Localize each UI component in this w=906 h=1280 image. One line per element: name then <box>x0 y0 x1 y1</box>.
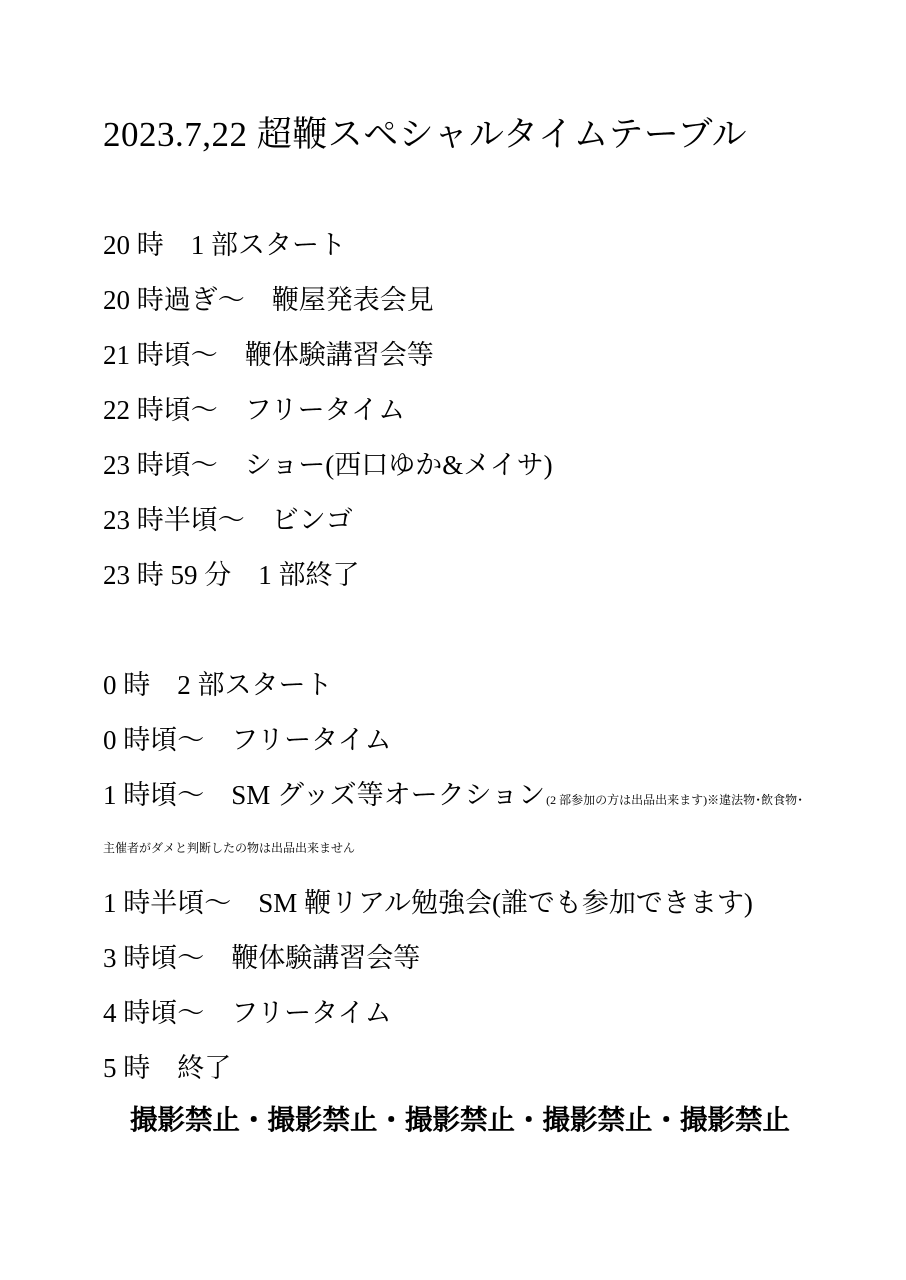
schedule-time: 0 時頃～ <box>103 725 205 755</box>
schedule-event: 鞭体験講習会等 <box>231 943 421 973</box>
schedule-time: 5 時 <box>103 1053 151 1083</box>
schedule-time: 23 時半頃～ <box>103 505 245 535</box>
schedule-event: ビンゴ <box>271 505 353 535</box>
schedule-row <box>103 1050 231 1086</box>
schedule-row <box>103 337 434 373</box>
schedule-time: 1 時半頃～ <box>103 888 232 918</box>
schedule-event: 1 部スタート <box>190 230 346 260</box>
auction-note: (2 部参加の方は出品出来ます)※違法物･飲食物･ <box>546 793 804 807</box>
schedule-row <box>103 885 753 921</box>
schedule-row <box>103 282 434 318</box>
schedule-event: フリータイム <box>244 395 406 425</box>
schedule-time: 0 時 <box>103 670 151 700</box>
schedule-event: 2 部スタート <box>177 670 333 700</box>
page-title: 2023.7,22 超鞭スペシャルタイムテーブル <box>103 115 748 154</box>
schedule-event: 終了 <box>177 1053 232 1083</box>
schedule-event: フリータイム <box>231 725 392 755</box>
schedule-row <box>103 227 346 263</box>
schedule-event: SM 鞭リアル勉強会(誰でも参加できます) <box>258 888 753 918</box>
schedule-row <box>103 940 420 976</box>
schedule-event: 1 部終了 <box>258 560 360 590</box>
schedule-row <box>103 447 553 483</box>
schedule-row <box>103 995 392 1031</box>
schedule-time: 1 時頃～ <box>103 780 205 810</box>
schedule-time: 3 時頃～ <box>103 943 205 973</box>
schedule-row <box>103 667 333 703</box>
schedule-time: 20 時 <box>103 230 164 260</box>
schedule-row <box>103 392 405 428</box>
schedule-row <box>103 557 360 593</box>
schedule-row <box>103 722 392 758</box>
no-photography-notice: 撮影禁止・撮影禁止・撮影禁止・撮影禁止・撮影禁止 <box>130 1104 790 1135</box>
schedule-time: 23 時頃～ <box>103 450 218 480</box>
schedule-row <box>103 777 803 813</box>
schedule-event: 鞭体験講習会等 <box>244 340 434 370</box>
schedule-time: 21 時頃～ <box>103 340 218 370</box>
schedule-event: ショー(西口ゆか&メイサ) <box>244 450 553 480</box>
schedule-time: 22 時頃～ <box>103 395 218 425</box>
schedule-time: 23 時 59 分 <box>103 560 232 590</box>
schedule-event: SM グッズ等オークション <box>231 780 546 810</box>
schedule-event: 鞭屋発表会見 <box>271 285 434 315</box>
schedule-time: 20 時過ぎ～ <box>103 285 245 315</box>
schedule-row <box>103 502 353 538</box>
schedule-time: 4 時頃～ <box>103 998 205 1028</box>
auction-note-continued: 主催者がダメと判断したの物は出品出来ません <box>103 841 356 855</box>
schedule-event: フリータイム <box>231 998 392 1028</box>
